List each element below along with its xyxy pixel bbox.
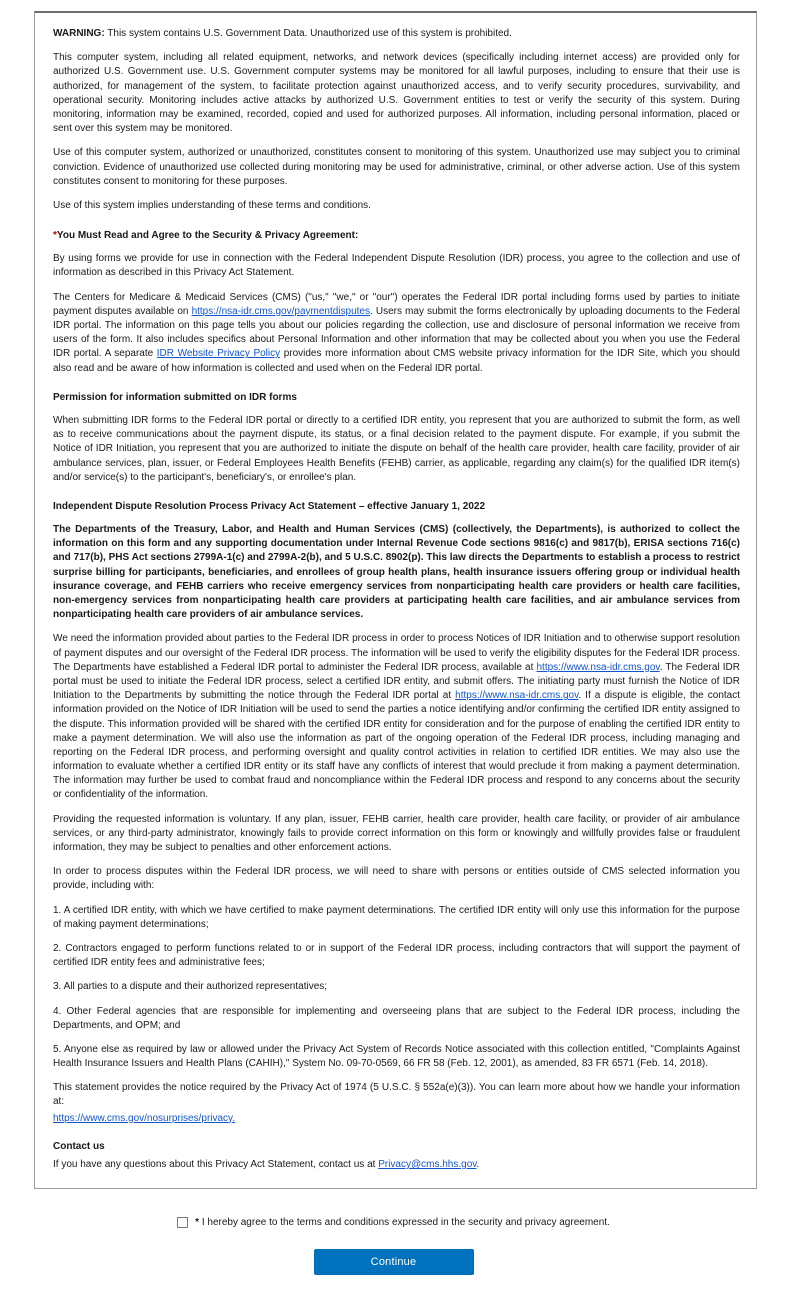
privacy-act-notice-text: This statement provides the notice required by the Privacy Act of 1974 (5 U.S.C. § 552a(e)(3)). You can learn more about how we handle your information at: xyxy=(53,1082,740,1108)
warning-label: WARNING: xyxy=(53,28,105,39)
idr-website-privacy-policy-link[interactable]: IDR Website Privacy Policy xyxy=(156,348,281,360)
disclosure-intro: In order to process disputes within the Federal IDR process, we will need to share with persons or entities outside of CMS selected information you provide, including with: xyxy=(53,866,740,892)
cms-operates-text-c: provides more information about CMS website privacy information for the IDR Site, which you should also read and be aware of how information is collected and used when on the Federal IDR portal. xyxy=(53,348,740,374)
actions-row xyxy=(0,1249,787,1291)
information-need-text-b: . The Federal IDR portal must be used to initiate the Federal IDR process, select a certified IDR entity, and submit offers. The initiating party must furnish the Notice of IDR Initiation to the Departments by submitting the notice through the Federal IDR portal at xyxy=(53,661,741,702)
contact-us-text-a: If you have any questions about this Privacy Act Statement, contact us at xyxy=(53,1159,379,1170)
contact-us-heading: Contact us xyxy=(53,1140,105,1152)
consent-row xyxy=(0,1216,787,1229)
agreement-checkbox[interactable] xyxy=(177,1217,188,1228)
warning-block xyxy=(53,27,740,41)
disclosure-item-4: 4. Other Federal agencies that are responsible for implementing and overseeing plans that are subject to the Federal IDR process, including the Departments, and OPM; and xyxy=(53,1005,740,1031)
continue-button[interactable]: Continue xyxy=(314,1249,474,1275)
privacy-email-link[interactable]: Privacy@cms.hhs.gov xyxy=(378,1159,477,1170)
agreement-intro: By using forms we provide for use in connection with the Federal Independent Dispute Resolution (IDR) process, you agree to the collection and use of information as described in this Privacy Act Statement. xyxy=(53,253,740,279)
warning-paragraph-3: Use of this system implies understanding of these terms and conditions. xyxy=(53,199,371,211)
privacy-agreement-page xyxy=(0,11,787,1291)
cms-operates-paragraph xyxy=(53,291,740,376)
consent-required-asterisk: * xyxy=(195,1217,200,1229)
voluntary-paragraph: Providing the requested information is voluntary. If any plan, issuer, FEHB carrier, health care provider, health care facility, or provider of air ambulance services, or any third-party administrator, knowingly fails to provide correct information on this form or knowingly and willfully provides false or fraudulent information, they may be subject to penalties and other enforcement actions. xyxy=(53,813,740,853)
consent-text: I hereby agree to the terms and conditions expressed in the security and privacy agreement. xyxy=(201,1217,610,1229)
contact-us-body xyxy=(53,1158,740,1172)
section-privacy-act-body: The Departments of the Treasury, Labor, and Health and Human Services (CMS) (collectively, the Departments), is authorized to collect the information on this form and any supporting documentation under Internal Revenue Code sections 9816(c) and 9817(b), ERISA sections 716(c) and 717(b), PHS Act sections 2799A-1(c) and 2799A-2(b), and 5 U.S.C. 8902(p). This law directs the Departments to establish a process to restrict surprise billing for participants, beneficiaries, and enrollees of group health plans, health insurance issuers offering group or individual health insurance coverage, and FEHB carriers who receive emergency services from nonparticipating health care providers or health care facilities, non-emergency services from nonparticipating health care providers at participating health care facilities, and air ambulance services from nonparticipating health care providers of air ambulance services. xyxy=(53,524,740,621)
agreement-heading xyxy=(53,229,740,243)
payment-disputes-link[interactable]: https://nsa-idr.cms.gov/paymentdisputes xyxy=(191,305,370,317)
disclosure-item-3: 3. All parties to a dispute and their authorized representatives; xyxy=(53,981,328,993)
section-privacy-act-heading: Independent Dispute Resolution Process Privacy Act Statement – effective January 1, 2022 xyxy=(53,500,486,512)
nsa-idr-portal-link-2[interactable]: https://www.nsa-idr.cms.gov xyxy=(455,690,579,702)
disclosure-item-1: 1. A certified IDR entity, with which we have certified to make payment determinations. The certified IDR entity will only use this information for the purpose of making payment determinations; xyxy=(53,904,740,930)
warning-line1: This system contains U.S. Government Data. Unauthorized use of this system is prohibited. xyxy=(104,28,512,39)
nsa-idr-portal-link-1[interactable]: https://www.nsa-idr.cms.gov xyxy=(536,661,660,673)
information-need-text-c: . If a dispute is eligible, the contact information provided on the Notice of IDR Initiation will be used to send the parties a notice identifying and/or confirming the certified IDR entity assigned to the dispute. This information provided will be shared with the certified IDR entity for consideration and for the purpose of enabling the certified IDR entity to make a payment determination. We will also use the information as part of the ongoing operation of the Federal IDR process, including managing and reporting on the Federal IDR process, and performing oversight and quality control activities in relation to certified IDR entities. We may also use the information to evaluate whether a certified IDR entity or its staff have any conflicts of interest that would preclude it from making a payment determination. The information may further be used to combat fraud and noncompliance within the Federal IDR process and respond to any concerns about the security or confidentiality of the information. xyxy=(53,690,740,801)
section-permission-heading: Permission for information submitted on IDR forms xyxy=(53,391,297,403)
disclosure-item-2: 2. Contractors engaged to perform functions related to or in support of the Federal IDR process, including contractors that will support the payment of certified IDR entity fees and administrative fees; xyxy=(53,942,740,969)
agreement-heading-text: You Must Read and Agree to the Security & Privacy Agreement: xyxy=(56,230,359,242)
cms-operates-text-b: . Users may submit the forms electronically by uploading documents to the Federal IDR portal. The information on this page tells you about our policies regarding the collection, use and disclosure of personal information we receive from users of the form. It also includes specifics about Personal Information and other information that may be collected about you when you use the Federal IDR portal. A separate xyxy=(53,305,741,360)
required-asterisk: * xyxy=(53,230,57,242)
cms-operates-text-a: The Centers for Medicare & Medicaid Services (CMS) ("us," "we," or "our") operates the Federal IDR portal including forms used by parties to initiate payment disputes available on xyxy=(53,291,740,317)
disclosure-item-5: 5. Anyone else as required by law or allowed under the Privacy Act System of Records Notice associated with this collection entitled, "Complaints Against Health Insurance Issuers and Health Plans (CAHIH)," System No. 09-70-0569, 66 FR 58 (Feb. 12, 2001), as amended, 83 FR 6571 (Feb. 14, 2018). xyxy=(53,1043,740,1070)
information-need-paragraph xyxy=(53,632,740,802)
contact-us-text-b: . xyxy=(476,1159,480,1170)
warning-paragraph-1: This computer system, including all related equipment, networks, and network devices (specifically including internet access) are provided only for authorized U.S. Government use. U.S. Government computer systems may be monitored for all lawful purposes, including to ensure that their use is authorized, for management of the system, to facilitate protection against unauthorized access, and to verify security procedures, survivability, and operational security. Monitoring includes active attacks by authorized U.S. Government entities to test or verify the security of this system. During monitoring, information may be examined, recorded, copied and used for authorized purposes. All information, including personal information, placed or sent over this system may be monitored. xyxy=(53,52,740,135)
section-permission-body: When submitting IDR forms to the Federal IDR portal or directly to a certified IDR entity, you represent that you are authorized to submit the form, as well as to receive communications about the payment dispute, its status, or a final decision related to the payment dispute. For example, if you submit the Notice of IDR Initiation, you represent that you are authorized to initiate the dispute on behalf of the health care provider, health care facility, provider of air ambulance services, plan, issuer, or Federal Employees Health Benefits (FEHB) carrier, as applicable, regarding any claim(s) for the qualified IDR item(s) and/or service(s) to the participant's, beneficiary's, or enrollee's plan. xyxy=(53,414,740,483)
agreement-panel xyxy=(34,11,757,1189)
agreement-checkbox-label xyxy=(195,1216,610,1229)
cms-nosurprises-privacy-link[interactable]: https://www.cms.gov/nosurprises/privacy. xyxy=(53,1112,236,1124)
information-need-text-a: We need the information provided about parties to the Federal IDR process in order to process Notices of IDR Initiation and to otherwise support resolution of payment disputes and our oversight of the Federal IDR process. The information will be used to verify the eligibility disputes for the Federal IDR process. The Departments have established a Federal IDR portal to administer the Federal IDR process, available at xyxy=(53,633,740,673)
warning-paragraph-2: Use of this computer system, authorized or unauthorized, constitutes consent to monitoring of this system. Unauthorized use may subject you to criminal conviction. Evidence of unauthorized use collected during monitoring may be used for administrative, criminal, or other adverse action. Use of this system constitutes consent to monitoring for these purposes. xyxy=(53,147,740,187)
